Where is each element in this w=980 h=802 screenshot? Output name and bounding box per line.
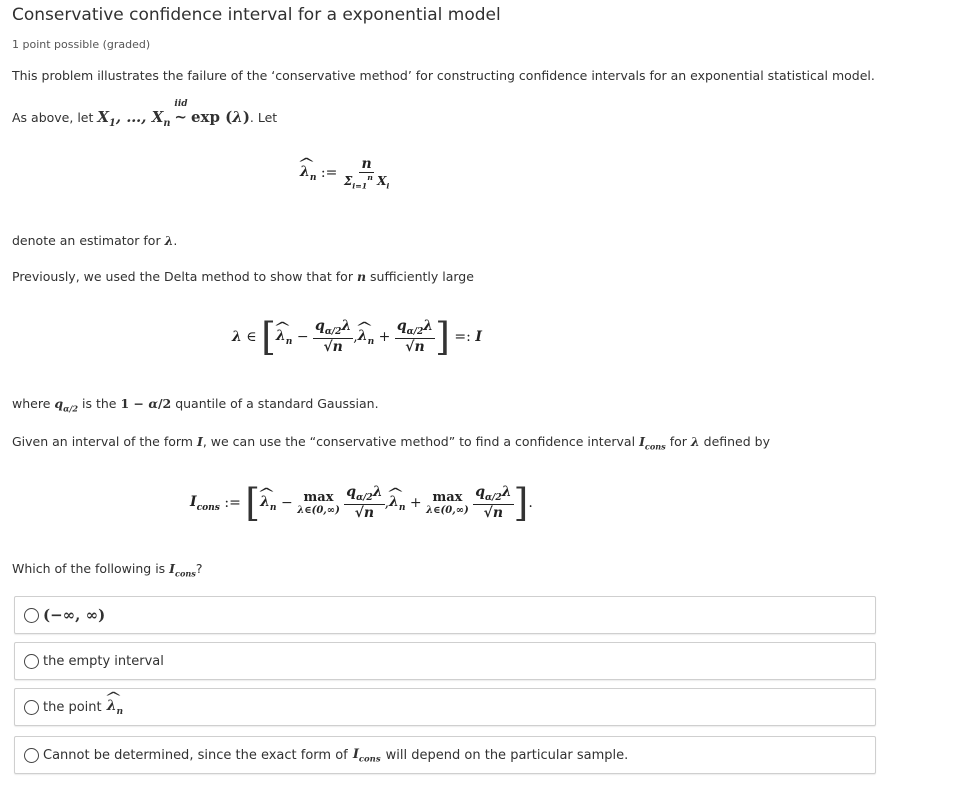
radio-button[interactable] bbox=[24, 608, 39, 623]
option-label: the empty interval bbox=[43, 653, 164, 669]
previously-line: Previously, we used the Delta method to show that for n sufficiently large bbox=[12, 269, 474, 284]
option-infinite-interval[interactable] bbox=[14, 596, 876, 634]
as-above-line: As above, let $X_1$, …, $X_n$ iid ~ exp (λ). Let bbox=[12, 99, 278, 129]
option-label-tail: will depend on the particular sample. bbox=[385, 747, 629, 763]
radio-button[interactable] bbox=[24, 748, 39, 763]
delta-interval-formula: λ ∈ [ ^ $\lambda_n$ − $\frac{q_{\alpha/2}\lambda}{√n}$ , ^ $\lambda_n$ + $\frac{q_{\alpha/2}\lambda}{√n}$ ] =: I bbox=[232, 318, 482, 356]
where-line: where $q_{\alpha/2}$ is the 1 − α/2 quantile of a standard Gaussian. bbox=[12, 396, 379, 414]
radio-button[interactable] bbox=[24, 700, 39, 715]
radio-button[interactable] bbox=[24, 654, 39, 669]
points-label: 1 point possible (graded) bbox=[12, 38, 151, 51]
option-cannot-be-determined[interactable]: Cannot be determined, since the exact form of $I_{cons}$ will depend on the particular sample. bbox=[14, 736, 876, 774]
estimator-formula: ^ $\lambda_n$ := $\frac{n}{\Sigma_{i=1}^n X_i}$ bbox=[300, 156, 391, 191]
problem-title: Conservative confidence interval for a exponential model bbox=[12, 5, 501, 25]
option-label: Cannot be determined, since the exact form of bbox=[43, 747, 348, 763]
option-label: the point bbox=[43, 699, 102, 715]
intro-text: This problem illustrates the failure of the ‘conservative method’ for constructing confidence intervals for an exponential statistical model. bbox=[12, 68, 875, 83]
conservative-interval-formula: $I_{cons}$ := [ ^ $\lambda_n$ − max λ∈(0,∞) $\frac{q_{\alpha/2}\lambda}{√n}$ , ^ $\lambda_n$ + max λ∈(0,∞) $\frac{q_{\alpha/2}\lambda}{√n}$ ] . bbox=[190, 484, 533, 522]
given-line: Given an interval of the form I, we can use the “conservative method” to find a confidence interval $I_{cons}$ for λ defined by bbox=[12, 434, 770, 452]
option-empty-interval[interactable] bbox=[14, 642, 876, 680]
option-point[interactable]: the point ^ $\lambda_n$ bbox=[14, 688, 876, 726]
question-line: Which of the following is $I_{cons}$? bbox=[12, 561, 203, 579]
denote-line: denote an estimator for λ. bbox=[12, 233, 178, 248]
option-label: (−∞, ∞) bbox=[43, 606, 106, 624]
